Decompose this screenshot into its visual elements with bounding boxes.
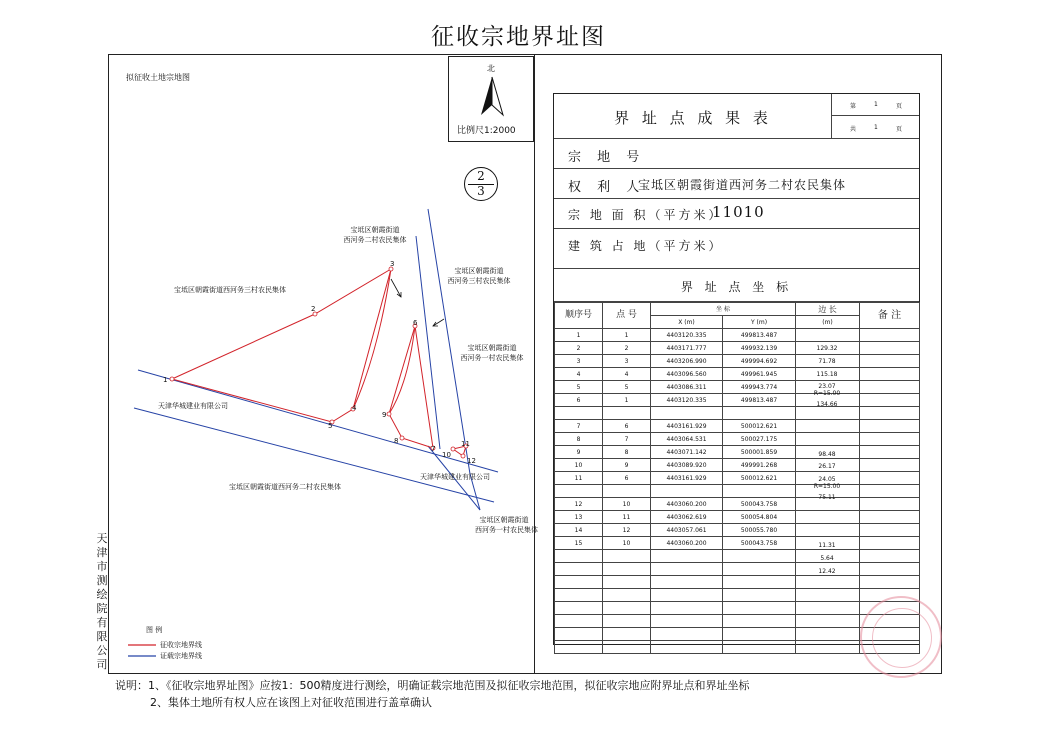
table-cell-note (860, 420, 920, 433)
table-cell-empty (603, 589, 651, 602)
table-cell-y: 499813.487 (723, 329, 796, 342)
page-title: 征收宗地界址图 (431, 24, 606, 50)
side-length: 11.31 (818, 542, 836, 549)
company-label-left: 天津华城建业有限公司 (158, 402, 228, 410)
table-cell-pt: 9 (603, 459, 651, 472)
legend-title: 图 例 (146, 626, 163, 634)
table-cell-x: 4403086.311 (651, 381, 723, 394)
area-row: 宗 地 面 积（平方米） 11010 (554, 199, 919, 229)
table-cell-note (860, 459, 920, 472)
side-length: 5.64 (820, 555, 834, 562)
table-cell-seq: 14 (555, 524, 603, 537)
table-cell-note (860, 407, 920, 420)
table-cell-empty (860, 576, 920, 589)
table-cell-pt: 4 (603, 368, 651, 381)
table-cell-empty (723, 628, 796, 641)
table-cell-empty (723, 602, 796, 615)
table-cell-seq: 13 (555, 511, 603, 524)
table-cell-y: 499813.487 (723, 394, 796, 407)
table-cell-y: 500055.780 (723, 524, 796, 537)
table-cell-x: 4403120.335 (651, 394, 723, 407)
company-label-right: 天津华城建业有限公司 (420, 473, 490, 481)
table-cell-empty (555, 602, 603, 615)
seal-stamp (860, 596, 942, 678)
table-cell-empty (555, 563, 603, 576)
table-cell-empty (555, 641, 603, 654)
side-length: 12.42 (818, 568, 836, 575)
table-cell-empty (796, 641, 860, 654)
table-row (555, 407, 920, 420)
table-cell-empty (603, 550, 651, 563)
table-cell-x: 4403060.200 (651, 498, 723, 511)
table-cell-empty (723, 615, 796, 628)
table-cell-pt: 5 (603, 381, 651, 394)
header-y: Y (m) (723, 316, 796, 329)
table-cell-empty (723, 563, 796, 576)
table-cell-x: 4403060.200 (651, 537, 723, 550)
table-cell-empty (651, 615, 723, 628)
table-row (555, 394, 920, 407)
side-company-name: 天津市测绘院有限公司 (96, 532, 108, 671)
table-row (555, 550, 920, 563)
table-cell-x: 4403120.335 (651, 329, 723, 342)
coord-table (554, 302, 920, 654)
table-cell-pt: 11 (603, 511, 651, 524)
table-cell-empty (603, 628, 651, 641)
building-row: 建 筑 占 地（平方米） (554, 229, 919, 269)
table-cell-pt: 8 (603, 446, 651, 459)
table-cell-pt: 6 (603, 420, 651, 433)
table-cell-empty (555, 615, 603, 628)
header-point: 点 号 (603, 303, 651, 329)
table-row (555, 329, 920, 342)
table-cell-empty (555, 576, 603, 589)
table-cell-empty (651, 576, 723, 589)
table-cell-pt: 10 (603, 537, 651, 550)
table-cell-note (860, 342, 920, 355)
owner-label-right-bottom: 宝坻区朝霞街道 西河务一村农民集体 (475, 516, 538, 534)
frame-divider (534, 54, 535, 674)
table-cell-pt: 3 (603, 355, 651, 368)
side-length: 98.48 (818, 451, 836, 458)
side-length: 26.17 (818, 463, 836, 470)
table-cell-y: 499932.139 (723, 342, 796, 355)
table-cell-x: 4403161.929 (651, 420, 723, 433)
table-row (555, 368, 920, 381)
side-length: 75.11 (818, 494, 836, 501)
table-cell-x: 4403161.929 (651, 472, 723, 485)
side-length: R=15.00 (813, 483, 841, 490)
side-length: 23.07 (818, 383, 836, 390)
table-cell-empty (723, 576, 796, 589)
table-cell-pt: 2 (603, 342, 651, 355)
table-cell-seq (555, 407, 603, 420)
table-cell-note (860, 524, 920, 537)
side-length: 129.32 (816, 345, 838, 352)
table-cell-empty (723, 641, 796, 654)
point-label: 1 (163, 376, 168, 384)
table-cell-x: 4403096.560 (651, 368, 723, 381)
owner-label-right-mid: 宝坻区朝霞街道 西河务一村农民集体 (460, 344, 524, 362)
table-cell-y: 499994.692 (723, 355, 796, 368)
table-cell-y: 500012.621 (723, 420, 796, 433)
scale-label: 比例尺1:2000 (457, 126, 516, 136)
table-row (555, 446, 920, 459)
table-cell-seq: 1 (555, 329, 603, 342)
table-row (555, 355, 920, 368)
table-cell-note (860, 394, 920, 407)
owner-label-left: 宝坻区朝霞街道西河务三村农民集体 (174, 286, 286, 294)
table-cell-empty (651, 641, 723, 654)
legend-item-certified: 证载宗地界线 (160, 652, 202, 660)
point-label: 5 (328, 422, 333, 430)
footnote-1: 说明：1、《征收宗地界址图》应按1：500精度进行测绘，明确证载宗地范围及拟征收宗地范围，拟征收宗地应附界址点和界址坐标 (115, 679, 750, 692)
table-row (555, 381, 920, 394)
point-label: 12 (467, 457, 476, 465)
table-cell-pt: 12 (603, 524, 651, 537)
table-cell-x (651, 485, 723, 498)
side-length: 134.66 (816, 401, 838, 408)
table-cell-y: 499991.268 (723, 459, 796, 472)
table-cell-pt: 1 (603, 329, 651, 342)
table-cell-x: 4403171.777 (651, 342, 723, 355)
table-cell-y: 500001.859 (723, 446, 796, 459)
table-cell-x: 4403206.990 (651, 355, 723, 368)
table-title: 界 址 点 成 果 表 (614, 109, 772, 127)
table-cell-x: 4403064.531 (651, 433, 723, 446)
table-cell-seq: 2 (555, 342, 603, 355)
table-cell-x: 4403057.061 (651, 524, 723, 537)
table-cell-note (860, 329, 920, 342)
coord-title-row: 界 址 点 坐 标 (554, 269, 919, 302)
owner-label-top-center: 宝坻区朝霞街道 西河务二村农民集体 (343, 226, 407, 244)
side-length: 71.78 (818, 358, 836, 365)
point-label: 2 (311, 305, 316, 313)
table-row (555, 589, 920, 602)
table-row (555, 420, 920, 433)
table-cell-empty (603, 641, 651, 654)
point-label: 7 (431, 445, 436, 453)
owner-label-right-top: 宝坻区朝霞街道 西河务三村农民集体 (447, 267, 511, 285)
table-cell-x: 4403089.920 (651, 459, 723, 472)
table-row (555, 511, 920, 524)
header-seq: 顺序号 (555, 303, 603, 329)
side-length: 115.18 (816, 371, 838, 378)
table-cell-seq: 15 (555, 537, 603, 550)
side-length: 24.05 (818, 476, 836, 483)
table-cell-empty (603, 576, 651, 589)
point-label: 11 (461, 440, 470, 448)
table-cell-seq: 8 (555, 433, 603, 446)
table-cell-note (860, 485, 920, 498)
page-number-box: 第 1 页 (832, 94, 919, 116)
table-cell-note (860, 498, 920, 511)
table-row (555, 342, 920, 355)
point-label: 6 (413, 319, 418, 327)
header-note: 备 注 (860, 303, 920, 329)
owner-row: 权 利 人 宝坻区朝霞街道西河务二村农民集体 (554, 169, 919, 199)
parcel-no-row: 宗 地 号 (554, 139, 919, 169)
table-cell-empty (651, 563, 723, 576)
table-cell-empty (860, 550, 920, 563)
north-label: 北 (487, 64, 495, 73)
table-cell-empty (555, 550, 603, 563)
point-label: 8 (394, 437, 399, 445)
table-cell-y: 500012.621 (723, 472, 796, 485)
footnote-2: 2、集体土地所有权人应在该图上对征收范围进行盖章确认 (150, 696, 432, 709)
table-cell-seq: 3 (555, 355, 603, 368)
legend-item-expropriation: 征收宗地界线 (160, 641, 202, 649)
table-cell-seq: 4 (555, 368, 603, 381)
table-cell-note (860, 472, 920, 485)
header-side: 边 长 (796, 303, 860, 316)
table-cell-empty (651, 550, 723, 563)
table-cell-y: 499943.774 (723, 381, 796, 394)
header-side-unit: (m) (796, 316, 860, 329)
point-label: 4 (352, 404, 357, 412)
parcel-map (108, 54, 538, 674)
table-cell-pt: 1 (603, 394, 651, 407)
table-cell-pt: 7 (603, 433, 651, 446)
page-total-box: 共 1 页 (832, 116, 919, 139)
header-x: X (m) (651, 316, 723, 329)
table-cell-pt (603, 407, 651, 420)
sheet-number-bottom: 3 (477, 184, 485, 198)
table-cell-note (860, 381, 920, 394)
table-cell-empty (603, 602, 651, 615)
table-cell-empty (555, 589, 603, 602)
table-cell-empty (723, 589, 796, 602)
table-row (555, 576, 920, 589)
table-cell-seq: 7 (555, 420, 603, 433)
table-cell-y: 500043.758 (723, 537, 796, 550)
table-row (555, 472, 920, 485)
table-cell-seq: 11 (555, 472, 603, 485)
table-cell-seq: 6 (555, 394, 603, 407)
table-cell-y: 499961.945 (723, 368, 796, 381)
point-label: 3 (390, 260, 395, 268)
table-cell-empty (860, 563, 920, 576)
table-cell-empty (651, 602, 723, 615)
table-cell-pt (603, 485, 651, 498)
table-cell-note (860, 355, 920, 368)
table-cell-seq (555, 485, 603, 498)
coord-grid (554, 302, 920, 654)
results-table (553, 93, 920, 645)
table-cell-pt: 6 (603, 472, 651, 485)
table-row (555, 498, 920, 511)
table-row (555, 524, 920, 537)
table-cell-y: 500027.175 (723, 433, 796, 446)
sheet-number-top: 2 (477, 169, 485, 183)
table-cell-y (723, 407, 796, 420)
table-cell-note (860, 537, 920, 550)
table-header (554, 94, 832, 139)
table-row (555, 602, 920, 615)
table-cell-empty (651, 589, 723, 602)
table-cell-seq: 5 (555, 381, 603, 394)
table-cell-empty (555, 628, 603, 641)
table-cell-seq: 12 (555, 498, 603, 511)
table-cell-note (860, 511, 920, 524)
table-row (555, 563, 920, 576)
table-row (555, 459, 920, 472)
table-cell-seq: 9 (555, 446, 603, 459)
table-row (555, 433, 920, 446)
point-label: 9 (382, 411, 387, 419)
table-cell-x (651, 407, 723, 420)
owner-label-bottom: 宝坻区朝霞街道西河务二村农民集体 (229, 483, 341, 491)
header-coord: 坐 标 (651, 303, 796, 316)
table-cell-note (860, 446, 920, 459)
table-cell-empty (651, 628, 723, 641)
map-label: 拟征收土地宗地图 (126, 73, 190, 82)
table-cell-x: 4403071.142 (651, 446, 723, 459)
table-cell-note (860, 433, 920, 446)
table-cell-y (723, 485, 796, 498)
side-length-column (795, 302, 859, 642)
table-cell-empty (603, 615, 651, 628)
side-length: R=15.00 (813, 390, 841, 397)
table-cell-pt: 10 (603, 498, 651, 511)
table-row (555, 537, 920, 550)
table-cell-empty (603, 563, 651, 576)
table-cell-x: 4403062.619 (651, 511, 723, 524)
table-cell-empty (723, 550, 796, 563)
table-row (555, 485, 920, 498)
table-cell-seq: 10 (555, 459, 603, 472)
table-cell-note (860, 368, 920, 381)
table-cell-y: 500043.758 (723, 498, 796, 511)
table-cell-y: 500054.804 (723, 511, 796, 524)
point-label: 10 (442, 451, 451, 459)
